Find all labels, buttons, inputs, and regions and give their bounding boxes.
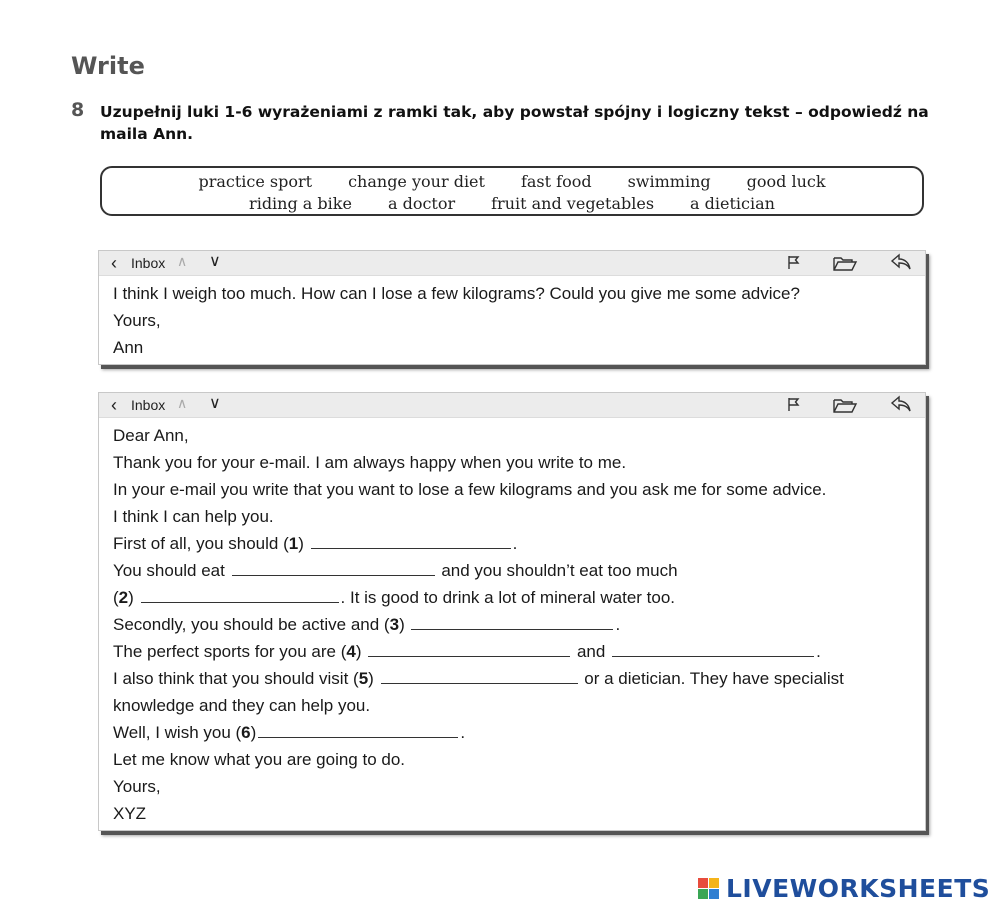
gap-number: 3 <box>389 615 400 634</box>
inbox-label[interactable]: Inbox <box>131 397 166 413</box>
logo-text: LIVEWORKSHEETS <box>726 874 991 903</box>
text-segment: . <box>615 615 621 634</box>
text-segment: Well, I wish you ( <box>113 723 242 742</box>
email-line: In your e-mail you write that you want to lose a few kilograms and you ask me for some advice. <box>113 480 827 499</box>
word-option: practice sport <box>198 172 313 191</box>
email-body <box>99 418 925 827</box>
text-segment: The perfect sports for you are ( <box>113 642 347 661</box>
chevron-up-icon[interactable]: ∧ <box>177 253 188 269</box>
text-segment: . <box>512 534 518 553</box>
text-segment: I also think that you should visit ( <box>113 669 359 688</box>
email-line: Yours, <box>113 311 161 330</box>
text-segment: ( <box>113 588 119 607</box>
gap-6-blank[interactable] <box>258 719 458 738</box>
text-segment: and <box>572 642 611 661</box>
gap-number: 2 <box>118 588 129 607</box>
chevron-down-icon[interactable]: ∨ <box>209 253 221 270</box>
email-line: Dear Ann, <box>113 426 189 445</box>
email-line <box>113 530 925 557</box>
email-line <box>113 638 925 665</box>
reply-icon[interactable] <box>889 252 913 275</box>
text-segment: ) <box>298 534 309 553</box>
gap-number: 6 <box>241 723 251 742</box>
text-segment: ) <box>368 669 379 688</box>
email-line: Yours, <box>113 777 161 796</box>
text-segment: . <box>816 642 821 661</box>
email-line: knowledge and they can help you. <box>113 696 371 715</box>
word-option: good luck <box>746 172 826 191</box>
word-option: fruit and vegetables <box>491 194 655 213</box>
fill-blank[interactable] <box>232 557 435 576</box>
text-segment: ) <box>128 588 139 607</box>
email-line: Thank you for your e-mail. I am always happy when you write to me. <box>113 453 627 472</box>
gap-number: 4 <box>346 642 356 661</box>
email-line <box>113 665 925 692</box>
flag-icon[interactable] <box>787 396 801 415</box>
email-line <box>113 611 925 638</box>
text-segment: . It is good to drink a lot of mineral water too. <box>340 588 676 607</box>
reply-email <box>98 392 926 831</box>
gap-number: 5 <box>358 669 369 688</box>
reply-icon[interactable] <box>889 394 913 417</box>
email-toolbar <box>99 251 925 276</box>
flag-icon[interactable] <box>787 254 801 273</box>
email-body <box>99 276 925 361</box>
chevron-left-icon[interactable]: ‹ <box>111 395 117 415</box>
gap-number: 1 <box>288 534 299 553</box>
text-segment: and you shouldn’t eat too much <box>436 561 678 580</box>
text-segment: ) <box>355 642 367 661</box>
liveworksheets-logo[interactable] <box>700 874 990 903</box>
word-option: swimming <box>627 172 711 191</box>
word-box-row-2 <box>102 194 922 213</box>
email-line: Let me know what you are going to do. <box>113 750 406 769</box>
text-segment: . <box>460 723 466 742</box>
word-option: change your diet <box>348 172 485 191</box>
inbox-label[interactable]: Inbox <box>131 255 166 271</box>
email-toolbar <box>99 393 925 418</box>
section-title: Write <box>71 52 145 80</box>
email-line <box>113 584 925 611</box>
email-line: I think I can help you. <box>113 507 274 526</box>
email-from-ann <box>98 250 926 365</box>
word-option: a doctor <box>387 194 456 213</box>
chevron-up-icon[interactable]: ∧ <box>177 395 188 411</box>
email-line: Ann <box>113 338 144 357</box>
word-option: a dietician <box>690 194 775 213</box>
chevron-left-icon[interactable]: ‹ <box>111 253 117 273</box>
gap-2-blank[interactable] <box>141 584 339 603</box>
gap-4a-blank[interactable] <box>368 638 570 657</box>
word-option: fast food <box>520 172 592 191</box>
word-box-row-1 <box>102 172 922 191</box>
chevron-down-icon[interactable]: ∨ <box>209 395 221 412</box>
text-segment: Secondly, you should be active and ( <box>113 615 390 634</box>
word-box <box>100 166 924 216</box>
email-line <box>113 719 925 746</box>
gap-1-blank[interactable] <box>311 530 511 549</box>
task-number: 8 <box>71 99 85 121</box>
text-segment: First of all, you should ( <box>113 534 289 553</box>
text-segment: or a dietician. They have specialist <box>579 669 844 688</box>
task-instruction: Uzupełnij luki 1-6 wyrażeniami z ramki tak, aby powstał spójny i logiczny tekst – odpowiedź na maila Ann. <box>100 103 929 143</box>
gap-5-blank[interactable] <box>381 665 578 684</box>
email-line: XYZ <box>113 804 147 823</box>
gap-3-blank[interactable] <box>411 611 613 630</box>
email-line: I think I weigh too much. How can I lose a few kilograms? Could you give me some advice? <box>113 284 800 303</box>
folder-icon[interactable] <box>832 254 858 275</box>
text-segment: ) <box>250 723 257 742</box>
folder-icon[interactable] <box>832 396 858 417</box>
email-line <box>113 557 925 584</box>
word-option: riding a bike <box>249 194 352 213</box>
gap-4b-blank[interactable] <box>612 638 814 657</box>
text-segment: You should eat <box>113 561 230 580</box>
text-segment: ) <box>399 615 410 634</box>
